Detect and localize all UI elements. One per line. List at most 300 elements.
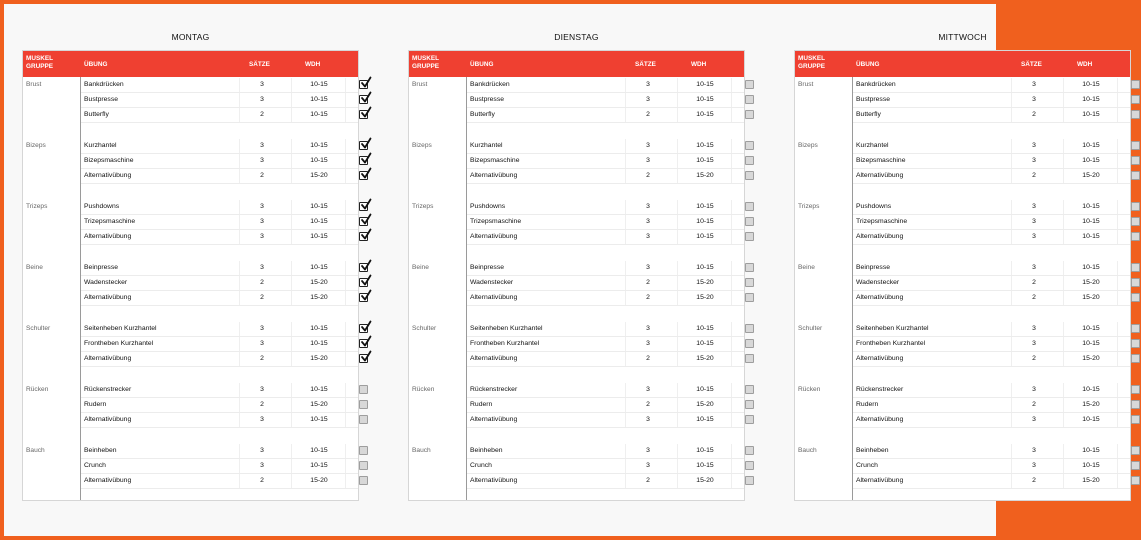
done-checkbox[interactable] [359,95,369,104]
muscle-group-label: Bizeps [26,141,46,149]
done-checkbox[interactable] [745,324,755,333]
muscle-group-label: Schulter [412,324,437,332]
cell-divider [291,93,292,107]
table-row [853,93,1130,108]
table-row [81,398,358,413]
done-checkbox[interactable] [745,141,755,150]
muscle-group-label: Brust [798,81,814,88]
done-checkbox[interactable] [1131,324,1141,333]
checkbox-square [1131,202,1140,211]
exercise-name: Pushdowns [856,202,892,210]
exercise-reps: 10-15 [310,96,328,104]
exercise-reps: 15-20 [696,279,714,286]
exercise-reps: 15-20 [696,477,714,484]
done-checkbox[interactable] [1131,232,1141,241]
exercise-reps: 10-15 [1082,141,1100,149]
exercise-name: Bankdrücken [470,81,510,88]
exercise-name: Pushdowns [470,202,506,210]
cell-divider [345,474,346,488]
exercise-reps: 15-20 [696,355,714,363]
cell-divider [625,459,626,473]
cell-divider [1063,474,1064,488]
done-checkbox[interactable] [359,217,369,226]
checkbox-square [359,415,368,424]
cell-divider [291,413,292,427]
table-row [467,154,744,169]
done-checkbox[interactable] [359,293,369,302]
done-checkbox[interactable] [359,324,369,333]
cell-divider [1117,459,1118,473]
table-row [81,352,358,367]
exercise-name: Beinpresse [470,263,505,271]
done-checkbox[interactable] [1131,476,1141,485]
cell-divider [677,474,678,488]
cell-divider [731,398,732,412]
checkmark-icon [361,260,371,271]
cell-divider [239,276,240,290]
done-checkbox[interactable] [745,476,755,485]
done-checkbox[interactable] [745,80,755,89]
done-checkbox[interactable] [359,141,369,150]
done-checkbox[interactable] [359,400,369,409]
exercise-name: Alternativübung [470,233,518,241]
cell-divider [1117,474,1118,488]
exercise-reps: 15-20 [696,294,714,302]
cell-divider [1063,108,1064,122]
cell-divider [239,78,240,92]
cell-divider [731,169,732,183]
exercise-reps: 10-15 [1082,324,1100,332]
exercise-name: Alternativübung [84,416,132,424]
done-checkbox[interactable] [745,263,755,272]
checkbox-square [745,400,754,409]
checkbox-square [359,232,368,241]
checkbox-square [359,476,368,485]
exercise-reps: 10-15 [696,385,714,393]
table-row [853,444,1130,459]
done-checkbox[interactable] [745,354,755,363]
cell-divider [625,93,626,107]
exercise-name: Frontheben Kurzhantel [470,339,540,347]
muscle-group-label: Brust [412,81,428,88]
done-checkbox[interactable] [745,232,755,241]
cell-divider [1063,444,1064,458]
table-row [467,337,744,352]
exercise-sets: 3 [1032,339,1036,347]
done-checkbox[interactable] [745,339,755,348]
checkbox-square [1131,110,1140,119]
cell-divider [625,276,626,290]
exercise-reps: 15-20 [1082,279,1100,286]
cell-divider [239,169,240,183]
checkbox-square [1131,80,1140,89]
cell-divider [1117,169,1118,183]
checkbox-square [745,156,754,165]
done-checkbox[interactable] [1131,141,1141,150]
exercise-sets: 3 [646,141,650,149]
muscle-group-label: Bauch [798,446,817,454]
exercise-sets: 3 [646,263,650,271]
cell-divider [731,322,732,336]
exercise-reps: 10-15 [1082,385,1100,393]
cell-divider [1011,276,1012,290]
cell-divider [1063,276,1064,290]
cell-divider [731,215,732,229]
cell-divider [1011,215,1012,229]
cell-divider [731,413,732,427]
done-checkbox[interactable] [1131,385,1141,394]
done-checkbox[interactable] [1131,80,1141,89]
table-row [853,352,1130,367]
exercise-reps: 10-15 [1082,233,1100,241]
done-checkbox[interactable] [745,461,755,470]
cell-divider [345,78,346,92]
cell-divider [731,276,732,290]
cell-divider [291,276,292,290]
exercise-reps: 10-15 [1082,416,1100,424]
checkbox-square [359,263,368,272]
exercise-sets: 3 [260,96,264,104]
done-checkbox[interactable] [745,110,755,119]
workout-plan-page [4,4,1100,536]
checkbox-square [1131,278,1140,287]
cell-divider [731,108,732,122]
exercise-reps: 10-15 [310,202,328,210]
table-row [853,78,1130,93]
cell-divider [1063,78,1064,92]
exercise-name: Rückenstrecker [856,385,904,393]
cell-divider [1117,444,1118,458]
table-row [467,276,744,291]
cell-divider [1011,78,1012,92]
day-dienstag [408,32,745,502]
cell-divider [625,169,626,183]
table-row [467,459,744,474]
cell-divider [731,474,732,488]
cell-divider [345,154,346,168]
cell-divider [1011,383,1012,397]
done-checkbox[interactable] [745,95,755,104]
done-checkbox[interactable] [1131,461,1141,470]
done-checkbox[interactable] [1131,263,1141,272]
exercise-sets: 2 [646,294,650,302]
cell-divider [291,78,292,92]
table-row [467,230,744,245]
exercise-reps: 10-15 [310,446,328,454]
done-checkbox[interactable] [1131,446,1141,455]
cell-divider [291,322,292,336]
table-header [23,51,358,77]
header-muskel-line1: MUSKEL [798,55,825,62]
done-checkbox[interactable] [359,461,369,470]
checkbox-square [745,80,754,89]
cell-divider [1117,78,1118,92]
exercise-name: Bizepsmaschine [470,157,520,165]
cell-divider [1117,337,1118,351]
exercise-name: Alternativübung [84,233,132,241]
cell-divider [625,154,626,168]
muscle-group-label: Schulter [26,324,51,332]
cell-divider [239,474,240,488]
cell-divider [625,383,626,397]
table-row [467,444,744,459]
table-row [853,322,1130,337]
table-row [81,215,358,230]
checkbox-square [745,141,754,150]
exercise-reps: 10-15 [310,339,328,347]
exercise-reps: 10-15 [310,81,328,88]
table-row [853,215,1130,230]
done-checkbox[interactable] [359,339,369,348]
exercise-name: Beinheben [84,446,117,454]
day-title: MITTWOCH [938,32,987,42]
table-header [409,51,744,77]
exercise-name: Butterfly [856,111,881,119]
done-checkbox[interactable] [1131,400,1141,409]
cell-divider [1011,459,1012,473]
done-checkbox[interactable] [1131,339,1141,348]
checkbox-square [745,232,754,241]
muscle-group-label: Beine [412,263,429,271]
checkbox-square [1131,461,1140,470]
cell-divider [677,413,678,427]
checkbox-square [359,141,368,150]
exercise-name: Crunch [856,461,878,469]
done-checkbox[interactable] [745,217,755,226]
exercise-reps: 10-15 [310,324,328,332]
checkmark-icon [361,275,371,286]
table-row [81,276,358,291]
cell-divider [1117,413,1118,427]
done-checkbox[interactable] [359,80,369,89]
cell-divider [345,459,346,473]
checkbox-square [745,415,754,424]
cell-divider [1063,169,1064,183]
cell-divider [345,291,346,305]
done-checkbox[interactable] [359,354,369,363]
cell-divider [291,352,292,366]
checkbox-square [745,354,754,363]
done-checkbox[interactable] [359,156,369,165]
cell-divider [1011,337,1012,351]
exercise-reps: 10-15 [1082,218,1100,226]
exercise-reps: 15-20 [1082,477,1100,484]
done-checkbox[interactable] [359,263,369,272]
cell-divider [677,291,678,305]
cell-divider [625,108,626,122]
checkbox-square [1131,95,1140,104]
cell-divider [731,139,732,153]
cell-divider [677,459,678,473]
table-row [81,169,358,184]
done-checkbox[interactable] [359,202,369,211]
done-checkbox[interactable] [359,385,369,394]
checkmark-icon [361,199,371,210]
done-checkbox[interactable] [1131,202,1141,211]
exercise-sets: 3 [260,141,264,149]
exercise-name: Beinheben [470,446,503,454]
done-checkbox[interactable] [1131,110,1141,119]
table-row [467,78,744,93]
cell-divider [1063,215,1064,229]
table-row [853,139,1130,154]
done-checkbox[interactable] [1131,415,1141,424]
muscle-group-label: Bauch [412,446,431,454]
cell-divider [345,200,346,214]
exercise-sets: 2 [260,355,264,363]
cell-divider [625,139,626,153]
checkbox-square [359,156,368,165]
exercise-reps: 10-15 [310,416,328,424]
cell-divider [731,154,732,168]
checkbox-square [359,400,368,409]
cell-divider [239,139,240,153]
cell-divider [1117,383,1118,397]
done-checkbox[interactable] [1131,156,1141,165]
exercise-name: Trizepsmaschine [84,218,136,226]
done-checkbox[interactable] [359,415,369,424]
exercise-reps: 10-15 [696,263,714,271]
table-row [853,154,1130,169]
checkmark-icon [361,336,371,347]
done-checkbox[interactable] [1131,217,1141,226]
done-checkbox[interactable] [745,171,755,180]
cell-divider [345,108,346,122]
exercise-sets: 2 [646,111,650,119]
cell-divider [677,352,678,366]
cell-divider [625,474,626,488]
done-checkbox[interactable] [745,400,755,409]
cell-divider [677,139,678,153]
done-checkbox[interactable] [745,385,755,394]
cell-divider [625,337,626,351]
exercise-name: Wadenstecker [84,279,128,286]
done-checkbox[interactable] [745,446,755,455]
done-checkbox[interactable] [359,171,369,180]
cell-divider [625,78,626,92]
cell-divider [1011,444,1012,458]
checkbox-square [359,217,368,226]
muscle-group-label: Trizeps [26,202,48,210]
exercise-reps: 10-15 [696,324,714,332]
cell-divider [345,383,346,397]
done-checkbox[interactable] [1131,354,1141,363]
muscle-group-label: Beine [26,263,43,271]
cell-divider [1117,154,1118,168]
header-muskel-gruppe [26,55,53,71]
exercise-reps: 10-15 [310,385,328,393]
done-checkbox[interactable] [745,293,755,302]
table-row [81,78,358,93]
exercise-reps: 10-15 [310,141,328,149]
table-row [467,169,744,184]
cell-divider [731,230,732,244]
table-row [853,291,1130,306]
exercise-sets: 3 [1032,202,1036,210]
checkbox-square [745,263,754,272]
exercise-name: Alternativübung [84,355,132,363]
cell-divider [239,93,240,107]
exercise-reps: 10-15 [696,233,714,241]
exercise-reps: 10-15 [1082,111,1100,119]
table-row [467,200,744,215]
cell-divider [1063,337,1064,351]
cell-divider [1063,291,1064,305]
exercise-table [794,50,1131,501]
exercise-name: Beinheben [856,446,889,454]
table-row [853,230,1130,245]
done-checkbox[interactable] [359,110,369,119]
cell-divider [1011,474,1012,488]
table-row [81,322,358,337]
exercise-reps: 10-15 [310,461,328,469]
exercise-name: Seitenheben Kurzhantel [856,324,929,332]
checkbox-square [1131,293,1140,302]
cell-divider [677,108,678,122]
checkbox-square [1131,324,1140,333]
checkbox-square [1131,385,1140,394]
done-checkbox[interactable] [745,278,755,287]
done-checkbox[interactable] [359,446,369,455]
cell-divider [1063,383,1064,397]
muscle-group-label: Rücken [798,385,821,393]
cell-divider [677,230,678,244]
done-checkbox[interactable] [745,156,755,165]
exercise-sets: 3 [1032,233,1036,241]
exercise-sets: 2 [260,172,264,180]
table-row [467,474,744,489]
done-checkbox[interactable] [1131,278,1141,287]
exercise-reps: 10-15 [1082,461,1100,469]
checkbox-square [745,217,754,226]
cell-divider [239,459,240,473]
done-checkbox[interactable] [359,232,369,241]
exercise-name: Kurzhantel [470,141,503,149]
exercise-reps: 15-20 [1082,355,1100,363]
cell-divider [1011,322,1012,336]
done-checkbox[interactable] [1131,95,1141,104]
done-checkbox[interactable] [359,476,369,485]
checkbox-square [1131,339,1140,348]
checkbox-square [745,95,754,104]
cell-divider [1063,352,1064,366]
done-checkbox[interactable] [1131,171,1141,180]
cell-divider [239,322,240,336]
checkmark-icon [361,107,371,118]
cell-divider [345,169,346,183]
table-row [467,139,744,154]
done-checkbox[interactable] [1131,293,1141,302]
exercise-reps: 10-15 [310,263,328,271]
cell-divider [291,108,292,122]
table-row [853,200,1130,215]
exercise-name: Frontheben Kurzhantel [856,339,926,347]
table-row [81,474,358,489]
table-row [467,352,744,367]
cell-divider [239,352,240,366]
done-checkbox[interactable] [745,202,755,211]
exercise-name: Trizepsmaschine [470,218,522,226]
cell-divider [1063,398,1064,412]
done-checkbox[interactable] [745,415,755,424]
done-checkbox[interactable] [359,278,369,287]
exercise-sets: 3 [646,96,650,104]
exercise-reps: 10-15 [310,218,328,226]
exercise-sets: 2 [1032,294,1036,302]
checkmark-icon [361,351,371,362]
checkbox-square [1131,446,1140,455]
exercise-name: Kurzhantel [84,141,117,149]
